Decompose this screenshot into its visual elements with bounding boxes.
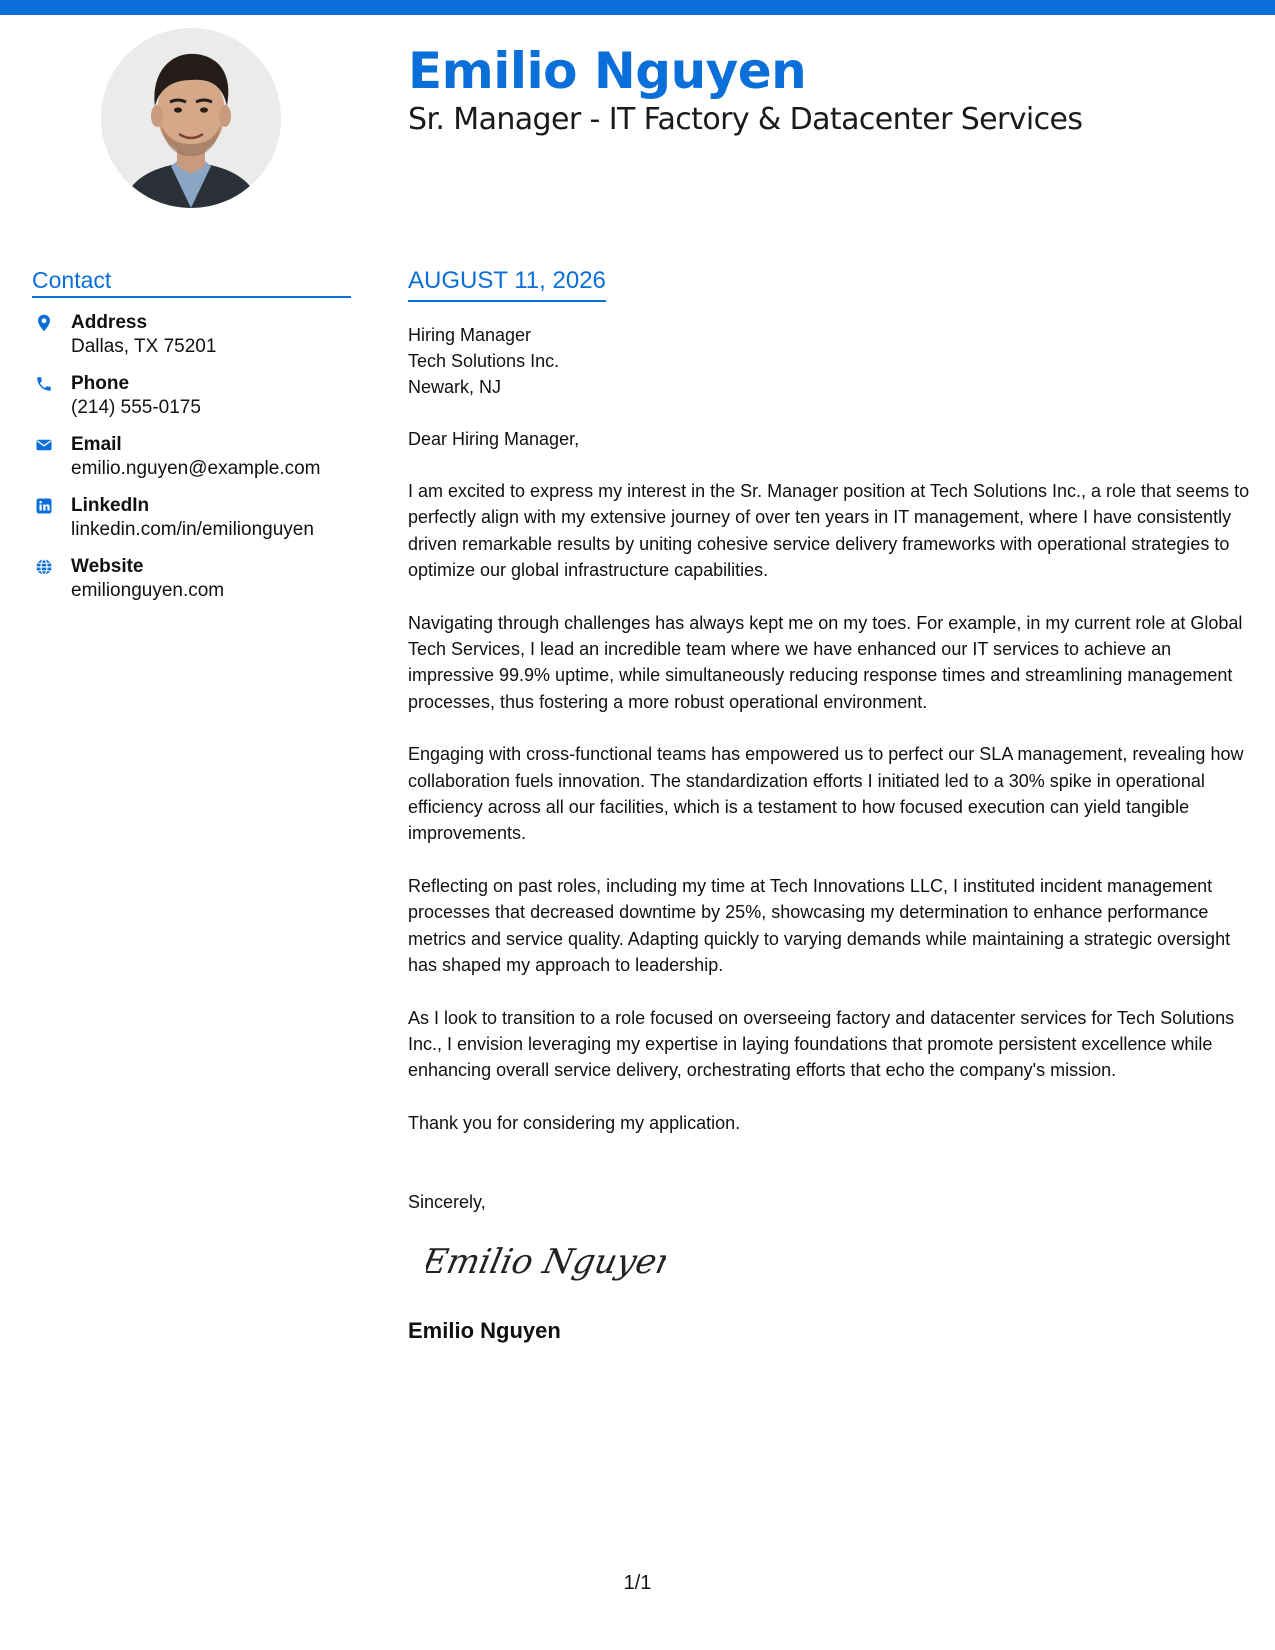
signer-name: Emilio Nguyen: [408, 1318, 561, 1344]
letter-paragraph: Thank you for considering my application.: [408, 1112, 741, 1133]
profile-photo: [101, 28, 281, 208]
contact-item-address: [32, 311, 351, 359]
recipient-line: Newark, NJ: [408, 377, 502, 397]
letter-paragraph: Engaging with cross-functional teams has empowered us to perfect our SLA management, revealing how collaboration fuels innovation. The standardization efforts I initiated led to a 30% spike in operational efficiency across all our facilities, which is a testament to how focused execution can yield tangible improvements.: [408, 744, 1244, 844]
phone-icon: [35, 375, 53, 393]
contact-item-website: [32, 555, 351, 603]
linkedin-icon: [35, 497, 53, 515]
portrait-image: [101, 28, 281, 208]
contact-value: linkedin.com/in/emilionguyen: [71, 519, 314, 540]
letter-paragraph: Reflecting on past roles, including my time at Tech Innovations LLC, I instituted incident management processes that decreased downtime by 25%, showcasing my determination to enhance performance metrics and service quality. Adapting quickly to varying demands while maintaining a strategic oversight has shaped my approach to leadership.: [408, 875, 1231, 976]
top-accent-bar: [0, 0, 1275, 15]
contact-item-linkedin: [32, 494, 351, 542]
contact-item-phone: [32, 372, 351, 420]
email-icon: [35, 436, 53, 454]
contact-sidebar: [32, 268, 351, 603]
applicant-name: Emilio Nguyen: [408, 42, 807, 100]
letter-paragraph: Navigating through challenges has always kept me on my toes. For example, in my current role at Global Tech Services, I lead an incredible team where we have enhanced our IT services to achieve an impressive 99.9% uptime, while simultaneously reducing response times and streamlining management processes, thus fostering a more robust operational environment.: [408, 612, 1243, 712]
recipient-block: [408, 322, 1253, 400]
contact-heading: Contact: [32, 268, 351, 298]
letter-paragraph: As I look to transition to a role focused on overseeing factory and datacenter services for Tech Solutions Inc., I envision leveraging my expertise in laying foundations that promote persistent excellence while enhancing overall service delivery, orchestrating efforts that echo the company's mission.: [408, 1007, 1235, 1081]
page-number: 1/1: [623, 1572, 652, 1594]
closing: Sincerely,: [408, 1192, 486, 1213]
contact-value: emilionguyen.com: [71, 580, 225, 601]
contact-value: (214) 555-0175: [71, 397, 201, 418]
recipient-line: Hiring Manager: [408, 325, 532, 345]
handwritten-signature: [426, 1227, 666, 1297]
contact-label: Phone: [71, 373, 130, 394]
recipient-line: Tech Solutions Inc.: [408, 351, 560, 371]
salutation: Dear Hiring Manager,: [408, 429, 580, 449]
globe-icon: [35, 558, 53, 576]
letter-date: AUGUST 11, 2026: [408, 268, 606, 302]
contact-label: Website: [71, 556, 144, 577]
signature-text: Emilio Nguyen: [426, 1242, 666, 1283]
contact-item-email: [32, 433, 351, 481]
applicant-job-title: Sr. Manager - IT Factory & Datacenter Services: [408, 102, 1083, 137]
contact-label: Email: [71, 434, 122, 455]
contact-value: emilio.nguyen@example.com: [71, 458, 321, 479]
location-pin-icon: [35, 314, 53, 332]
contact-label: LinkedIn: [71, 495, 150, 516]
contact-value: Dallas, TX 75201: [71, 336, 217, 357]
contact-label: Address: [71, 312, 148, 333]
letter-paragraph: I am excited to express my interest in the Sr. Manager position at Tech Solutions Inc., a role that seems to perfectly align with my extensive journey of over ten years in IT management, where I have consistently driven remarkable results by uniting cohesive service delivery frameworks with operational strategies to optimize our global infrastructure capabilities.: [408, 481, 1250, 581]
cover-letter-body: [408, 268, 1253, 1344]
